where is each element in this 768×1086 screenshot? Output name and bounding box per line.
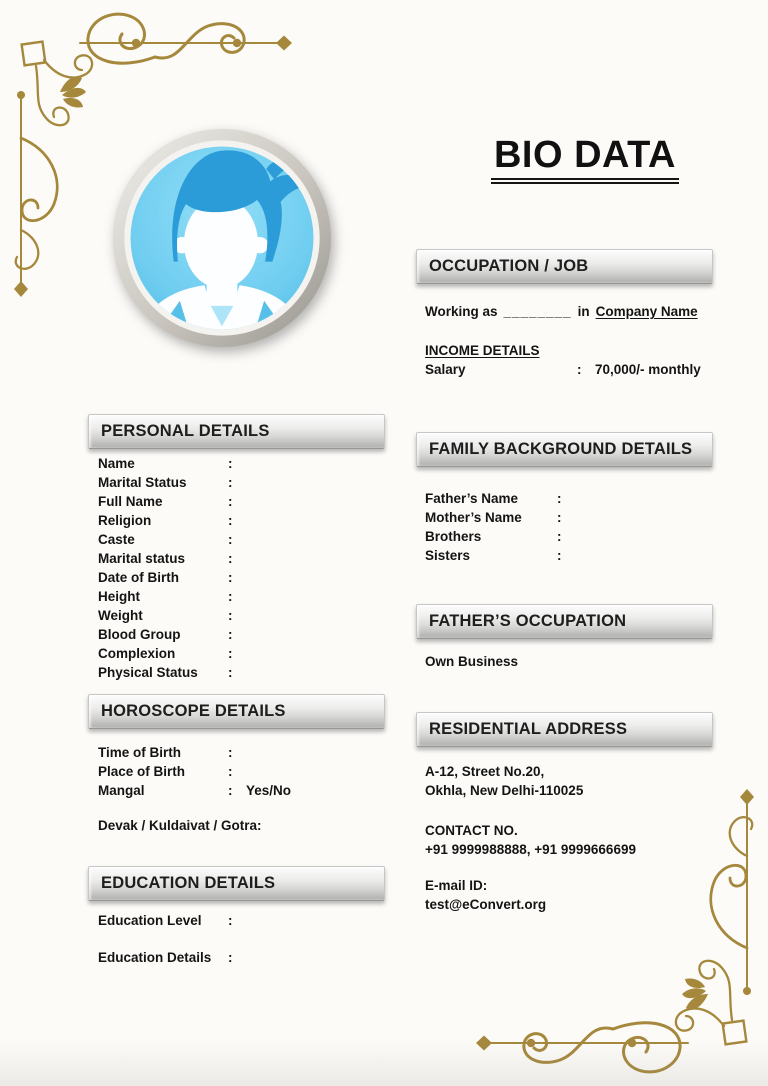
detail-row [88,663,398,682]
detail-row [88,454,398,473]
detail-label: Blood Group [98,627,181,642]
detail-label: Mangal [98,783,145,798]
section-header-horoscope: HOROSCOPE DETAILS [88,694,385,729]
occupation-section-body [417,302,727,379]
detail-row [88,587,398,606]
detail-label: Sisters [425,548,471,563]
detail-colon: : [228,745,233,760]
detail-colon: : [228,665,233,680]
detail-colon: : [228,513,233,528]
detail-label: Date of Birth [98,570,179,585]
detail-label: Full Name [98,494,163,509]
detail-row [417,508,727,527]
detail-colon: : [228,532,233,547]
detail-row [88,625,398,644]
working-as-prefix: Working as [425,304,498,319]
salary-colon: : [577,362,582,377]
male-avatar-icon [112,128,332,348]
detail-row [88,644,398,663]
detail-label: Place of Birth [98,764,186,779]
detail-label: Physical Status [98,665,198,680]
contact-numbers: +91 9999988888, +91 9999666699 [425,842,636,857]
detail-colon: : [228,456,233,471]
education-details-list [88,911,398,967]
detail-colon: : [228,570,233,585]
salary-row [425,360,727,379]
detail-colon: : [557,548,562,563]
detail-row [417,546,727,565]
detail-label: Time of Birth [98,745,182,760]
page-title: BIO DATA [450,134,720,177]
section-header-occupation: OCCUPATION / JOB [416,249,713,284]
detail-colon: : [228,646,233,661]
section-header-family: FAMILY BACKGROUND DETAILS [416,432,713,467]
email-value: test@eConvert.org [425,897,547,912]
salary-value: 70,000/- monthly [595,362,701,377]
detail-label: Brothers [425,529,482,544]
detail-label: Weight [98,608,143,623]
address-line-1: A-12, Street No.20, [425,764,545,779]
detail-colon: : [557,529,562,544]
detail-row [88,530,398,549]
detail-label: Caste [98,532,135,547]
father-occupation-value: Own Business [425,654,519,669]
detail-row [88,568,398,587]
detail-label: Name [98,456,135,471]
detail-row [88,762,398,781]
detail-label: Religion [98,513,152,528]
detail-colon: : [228,950,233,965]
detail-label: Height [98,589,140,604]
detail-label: Education Details [98,950,212,965]
detail-label: Education Level [98,913,202,928]
detail-row [88,549,398,568]
personal-details-list [88,454,398,682]
blank-underline: ________ [503,304,572,319]
income-details-heading: INCOME DETAILS [425,343,540,358]
working-as-mid: in [577,304,590,319]
detail-colon: : [228,608,233,623]
horoscope-details-list [88,743,398,800]
detail-row [88,948,398,967]
gotra-line: Devak / Kuldaivat / Gotra: [98,818,262,833]
detail-label: Father’s Name [425,491,519,506]
residential-section-body [425,762,725,914]
working-as-line [425,302,727,321]
contact-heading: CONTACT NO. [425,823,518,838]
detail-label: Mother’s Name [425,510,522,525]
detail-colon: : [228,494,233,509]
detail-row [88,511,398,530]
detail-row [88,473,398,492]
section-header-personal: PERSONAL DETAILS [88,414,385,449]
section-header-education: EDUCATION DETAILS [88,866,385,901]
detail-row [417,527,727,546]
email-heading: E-mail ID: [425,878,488,893]
detail-colon: : [228,589,233,604]
section-header-residential: RESIDENTIAL ADDRESS [416,712,713,747]
detail-row [88,743,398,762]
detail-colon: : [228,551,233,566]
detail-row [88,606,398,625]
detail-row [88,492,398,511]
detail-row [417,489,727,508]
company-name: Company Name [595,304,698,319]
family-details-list [417,489,727,565]
section-header-father-occupation: FATHER’S OCCUPATION [416,604,713,639]
detail-colon: : [228,627,233,642]
detail-label: Marital Status [98,475,187,490]
detail-label: Marital status [98,551,186,566]
detail-colon: : [557,491,562,506]
profile-photo [112,128,332,348]
address-line-2: Okhla, New Delhi-110025 [425,783,584,798]
detail-colon: : [228,783,233,798]
detail-colon: : [228,764,233,779]
detail-colon: : [557,510,562,525]
salary-label: Salary [425,362,466,377]
detail-colon: : [228,913,233,928]
detail-row [88,911,398,930]
detail-value: Yes/No [246,783,292,798]
detail-label: Complexion [98,646,176,661]
detail-row [88,781,398,800]
detail-colon: : [228,475,233,490]
